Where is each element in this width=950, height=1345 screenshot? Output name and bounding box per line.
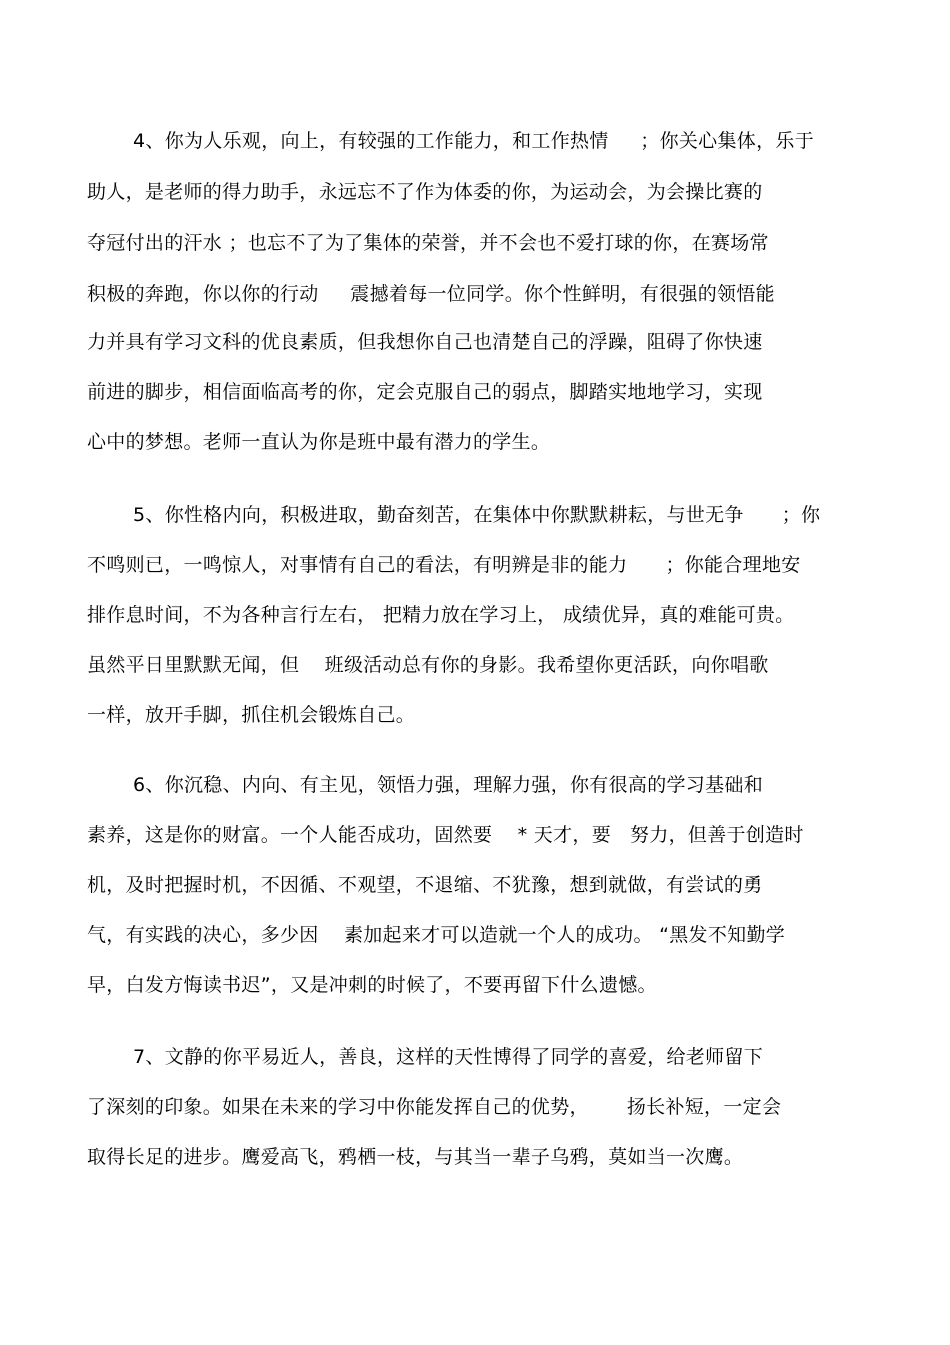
text-line: 积极的奔跑，你以你的行动 震撼着每一位同学。你个性鲜明，有很强的领悟能 [87,283,775,305]
text-line: 7、文静的你平易近人，善良，这样的天性博得了同学的喜爱，给老师留下 [133,1046,763,1068]
text-line: 力并具有学习文科的优良素质，但我想你自己也清楚自己的浮躁，阻碍了你快速 [87,331,763,353]
text-line: 心中的梦想。老师一直认为你是班中最有潜力的学生。 [87,431,551,453]
text-line: 虽然平日里默默无闻，但 班级活动总有你的身影。我希望你更活跃，向你唱歌 [87,654,769,676]
text-line: 前进的脚步，相信面临高考的你，定会克服自己的弱点，脚踏实地地学习，实现 [87,381,763,403]
text-line: 夺冠付出的汗水 ；也忘不了为了集体的荣誉，并不会也不爱打球的你，在赛场常 [87,232,769,254]
text-line: 机，及时把握时机，不因循、不观望，不退缩、不犹豫，想到就做，有尝试的勇 [87,874,763,896]
text-line: 排作息时间，不为各种言行左右， 把精力放在学习上， 成绩优异，真的难能可贵。 [87,604,795,626]
text-line: 6、你沉稳、内向、有主见，领悟力强，理解力强，你有很高的学习基础和 [133,774,763,796]
text-line: 了深刻的印象。如果在未来的学习中你能发挥自己的优势， 扬长补短，一定会 [87,1096,782,1118]
text-line: 取得长足的进步。鹰爱高飞，鸦栖一枝，与其当一辈子乌鸦，莫如当一次鹰。 [87,1146,744,1168]
text-line: 素养，这是你的财富。一个人能否成功，固然要 * 天才，要 努力，但善于创造时 [87,824,804,846]
text-line: 不鸣则已，一鸣惊人，对事情有自己的看法，有明辨是非的能力 ；你能合理地安 [87,554,801,576]
text-line: 一样，放开手脚，抓住机会锻炼自己。 [87,704,416,726]
text-line: 助人，是老师的得力助手，永远忘不了作为体委的你，为运动会，为会操比赛的 [87,181,763,203]
text-line: 4、你为人乐观，向上，有较强的工作能力，和工作热情 ；你关心集体，乐于 [133,130,814,152]
text-line: 5、你性格内向，积极进取，勤奋刻苦，在集体中你默默耕耘，与世无争 ；你 [133,504,821,526]
text-line: 早，白发方悔读书迟”，又是冲刺的时候了，不要再留下什么遗憾。 [87,974,657,996]
text-line: 气，有实践的决心，多少因 素加起来才可以造就一个人的成功。 “黑发不知勤学 [87,924,786,946]
